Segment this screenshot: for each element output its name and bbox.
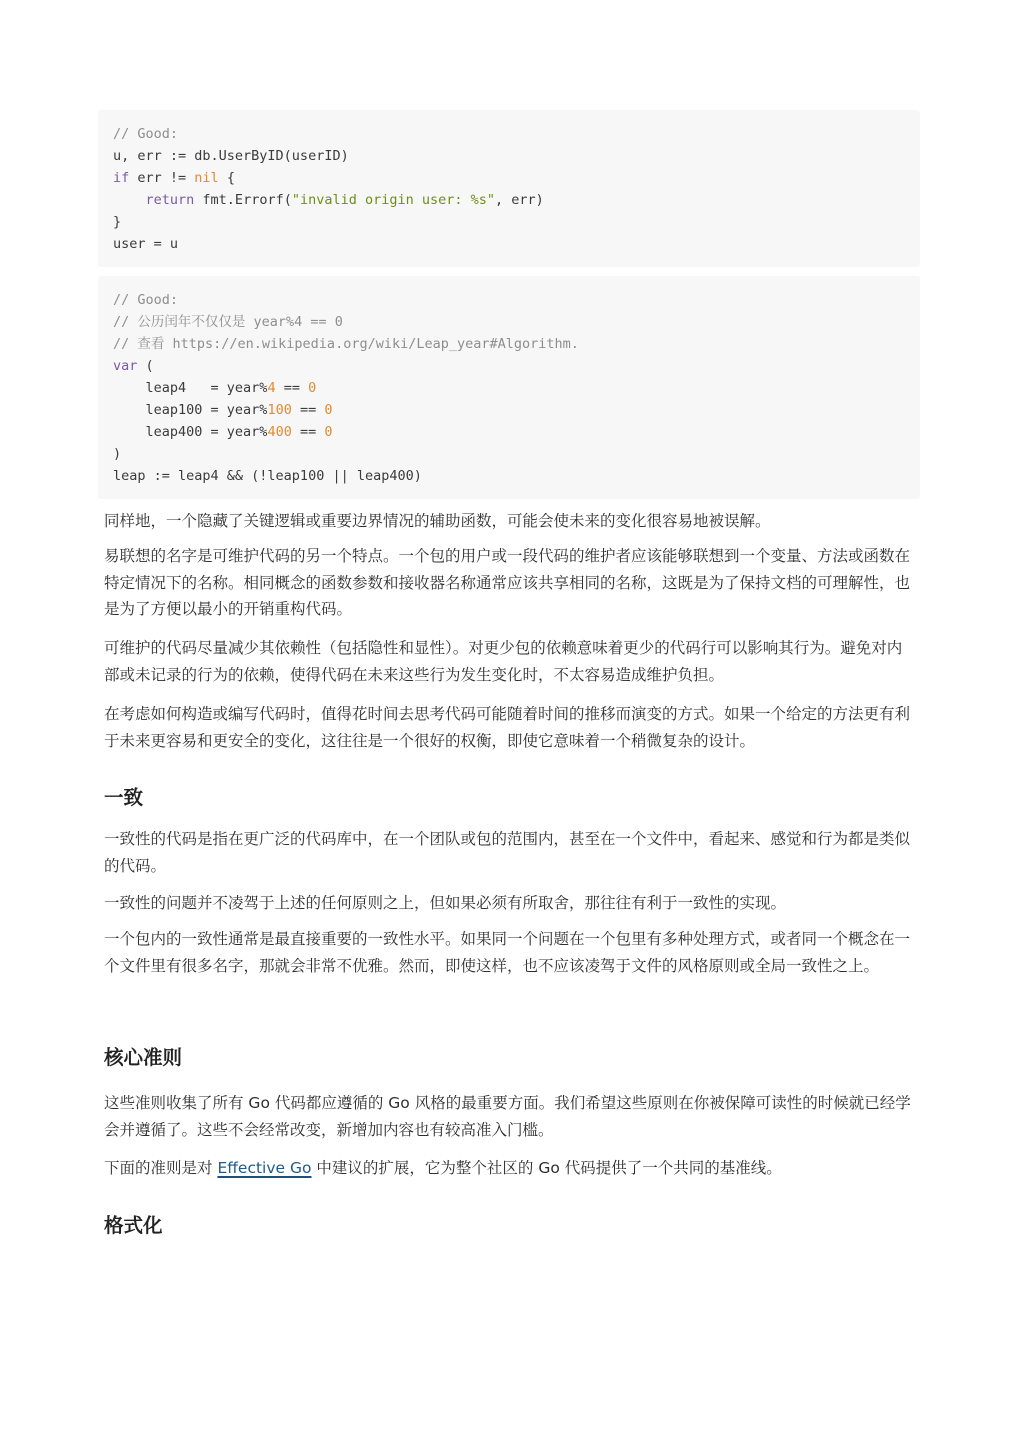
code-token-nil: nil [194,170,219,186]
code-token-number: 4 [267,380,276,396]
code-token: { [218,170,235,186]
code-token: leap := leap4 && (!leap100 || leap400) [113,468,422,484]
paragraph-dependencies: 可维护的代码尽量减少其依赖性（包括隐性和显性）。对更少包的依赖意味着更少的代码行可以影响其行为。避免对内部或未记录的行为的依赖，使得代码在未来这些行为发生变化时，不太容易造成维护负担。 [104,639,903,684]
code-token-keyword: return [145,192,195,208]
code-token-comment: // Good: [113,126,179,142]
code-token-comment: // 查看 https://en.wikipedia.org/wiki/Leap_year#Algorithm. [113,336,579,352]
code-token: u, err := db.UserByID(userID) [113,148,349,164]
code-token-keyword: var [113,358,138,374]
code-token: , err) [495,192,544,208]
code-token-number: 0 [324,424,333,440]
code-line [113,145,905,167]
code-line [113,465,905,487]
code-token-comment: // 公历闰年不仅仅是 year%4 == 0 [113,314,343,330]
code-token: ) [113,446,122,462]
code-token-string: "invalid origin user: %s" [291,192,496,208]
code-token-keyword: if [113,170,130,186]
code-line [113,421,905,443]
paragraph-package-consistency: 一个包内的一致性通常是最直接重要的一致性水平。如果同一个问题在一个包里有多种处理方式，或者同一个概念在一个文件里有很多名字，那就会非常不优雅。然而，即使这样，也不应该凌驾于文件的风格原则或全局一致性之上。 [104,930,911,975]
heading-consistency: 一致 [104,786,144,809]
effective-go-link[interactable]: Effective Go [217,1159,312,1177]
code-token-number: 100 [267,402,292,418]
code-token-number: 0 [324,402,333,418]
code-line [113,333,905,355]
code-line [113,189,905,211]
code-line [113,443,905,465]
code-token-comment: // Good: [113,292,179,308]
code-line [113,355,905,377]
code-token-number: 400 [267,424,292,440]
effective-go-text-after: 中建议的扩展，它为整个社区的 Go 代码提供了一个共同的基准线。 [311,1159,782,1177]
code-token: leap4 = year% [113,380,268,396]
code-token: == [291,424,325,440]
code-line [113,377,905,399]
effective-go-text-before: 下面的准则是对 [104,1159,218,1177]
code-token-number: 0 [308,380,317,396]
code-line [113,289,905,311]
code-line [113,123,905,145]
code-line [113,167,905,189]
code-line [113,311,905,333]
code-line [113,399,905,421]
code-token: leap100 = year% [113,402,268,418]
paragraph-helper-function: 同样地，一个隐藏了关键逻辑或重要边界情况的辅助函数，可能会使未来的变化很容易地被误解。 [104,512,771,530]
code-token: == [291,402,325,418]
paragraph-consistency-tradeoff: 一致性的问题并不凌驾于上述的任何原则之上，但如果必须有所取舍，那往往有利于一致性的实现。 [104,894,787,912]
heading-core-guidelines: 核心准则 [104,1046,183,1069]
paragraph-evolution: 在考虑如何构造或编写代码时，值得花时间去思考代码可能随着时间的推移而演变的方式。如果一个给定的方法更有利于未来更容易和更安全的变化，这往往是一个很好的权衡，即使它意味着一个稍微复杂的设计。 [104,705,911,750]
code-line [113,233,905,255]
code-token: err != [129,170,195,186]
code-token [113,192,146,208]
paragraph-effective-go [104,1155,914,1182]
code-token: user = u [113,236,179,252]
code-token: } [113,214,122,230]
paragraph-memorable-names: 易联想的名字是可维护代码的另一个特点。一个包的用户或一段代码的维护者应该能够联想到一个变量、方法或函数在特定情况下的名称。相同概念的函数参数和接收器名称通常应该共享相同的名称，这既是为了保持文档的可理解性，也是为了方便以最小的开销重构代码。 [104,547,911,618]
code-block-leap-year [98,276,920,499]
code-token: leap400 = year% [113,424,268,440]
code-block-user-lookup [98,110,920,267]
code-line [113,211,905,233]
paragraph-consistency-definition: 一致性的代码是指在更广泛的代码库中，在一个团队或包的范围内，甚至在一个文件中，看起来、感觉和行为都是类似的代码。 [104,830,911,875]
code-token: fmt.Errorf( [194,192,292,208]
paragraph-core-guidelines-intro: 这些准则收集了所有 Go 代码都应遵循的 Go 风格的最重要方面。我们希望这些原则在你被保障可读性的时候就已经学会并遵循了。这些不会经常改变，新增加内容也有较高准入门槛。 [104,1094,911,1139]
heading-formatting: 格式化 [104,1214,163,1237]
code-token: ( [137,358,154,374]
code-token: == [275,380,309,396]
